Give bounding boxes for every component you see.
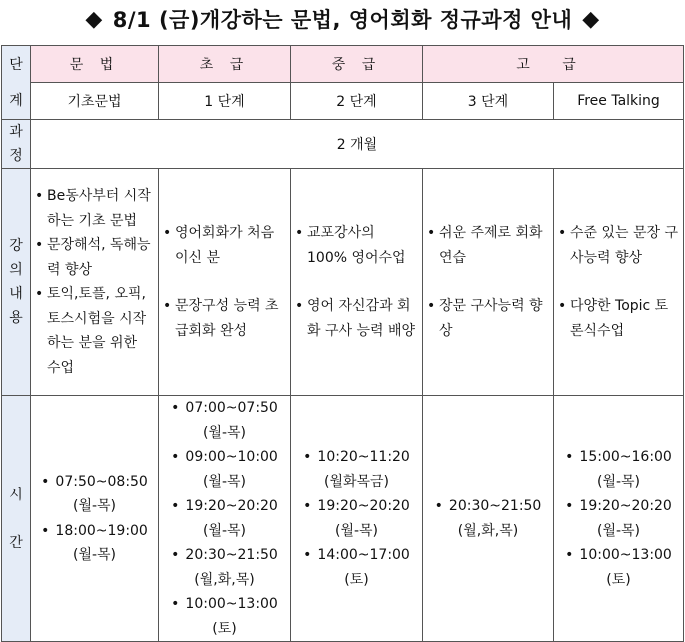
schedule-days: (월-목) — [202, 473, 247, 490]
level-1: 1 단계 — [159, 83, 291, 120]
list-item: • 영어 자신감과 회화 구사 능력 배양 — [295, 294, 418, 343]
level-basic-grammar: 기초문법 — [31, 83, 159, 120]
schedule-days: (토) — [212, 620, 237, 637]
schedule-time: • 20:30~21:50 — [434, 498, 542, 514]
level-2: 2 단계 — [291, 83, 423, 120]
header-advanced: 고 급 — [423, 46, 684, 83]
lecture-label: 강 의 내 용 — [2, 169, 31, 396]
page-title — [0, 0, 685, 38]
header-intermediate: 중 급 — [291, 46, 423, 83]
schedule-level-3 — [423, 396, 554, 642]
list-item: • 토익,토플, 오픽,토스시험을 시작하는 분을 위한 수업 — [35, 282, 154, 380]
list-item: • Be동사부터 시작하는 기초 문법 — [35, 184, 154, 233]
stage-label: 단 계 — [2, 46, 31, 120]
lecture-content-free-talking — [554, 169, 684, 396]
level-free-talking: Free Talking — [554, 83, 684, 120]
schedule-time: • 10:00~13:00 — [565, 547, 672, 563]
schedule-days: (월,화,목) — [194, 571, 255, 588]
title-text: 8/1 (금)개강하는 문법, 영어회화 정규과정 안내 — [112, 8, 573, 32]
schedule-days: (월-목) — [72, 498, 117, 514]
schedule-days: (월-목) — [334, 522, 379, 539]
header-beginner: 초 급 — [159, 46, 291, 83]
schedule-time: • 14:00~17:00 — [303, 547, 410, 563]
schedule-grammar — [31, 396, 159, 642]
list-item: • 장문 구사능력 향상 — [427, 294, 549, 343]
schedule-days: (월-목) — [596, 473, 641, 490]
level-3: 3 단계 — [423, 83, 554, 120]
schedule-days: (월화목금) — [323, 473, 390, 490]
schedule-time: • 09:00~10:00 — [171, 449, 278, 465]
schedule-beginner — [159, 396, 291, 642]
lecture-content-intermediate — [291, 169, 423, 396]
list-item: • 교포강사의 100% 영어수업 — [295, 221, 418, 270]
diamond-icon: ◆ — [85, 6, 103, 32]
list-item: • 수준 있는 문장 구사능력 향상 — [558, 221, 679, 270]
schedule-days: (월-목) — [202, 522, 247, 539]
list-item: • 영어회화가 처음 이신 분 — [163, 221, 286, 270]
schedule-time: • 19:20~20:20 — [565, 498, 672, 514]
schedule-free-talking — [554, 396, 684, 642]
diamond-icon: ◆ — [582, 6, 600, 32]
schedule-days: (토) — [344, 571, 369, 588]
course-table — [1, 45, 684, 642]
time-label: 시 간 — [2, 396, 31, 642]
list-item: • 다양한 Topic 토론식수업 — [558, 294, 679, 343]
schedule-days: (월-목) — [596, 522, 641, 539]
schedule-intermediate — [291, 396, 423, 642]
schedule-time: • 20:30~21:50 — [171, 547, 278, 563]
schedule-days: (토) — [606, 571, 631, 588]
list-item: • 쉬운 주제로 회화 연습 — [427, 221, 549, 270]
schedule-time: • 15:00~16:00 — [565, 449, 672, 465]
course-label: 과 정 — [2, 120, 31, 169]
lecture-content-level-3 — [423, 169, 554, 396]
schedule-days: (월,화,목) — [457, 522, 519, 539]
lecture-content-grammar — [31, 169, 159, 396]
schedule-time: • 10:20~11:20 — [303, 449, 410, 465]
list-item: • 문장구성 능력 초급회화 완성 — [163, 294, 286, 343]
schedule-time: • 10:00~13:00 — [171, 596, 278, 612]
schedule-days: (월-목) — [72, 547, 117, 563]
schedule-time: • 07:50~08:50 — [41, 473, 148, 490]
header-grammar: 문 법 — [31, 46, 159, 83]
course-duration: 2 개월 — [31, 120, 684, 169]
list-item: • 문장해석, 독해능력 향상 — [35, 233, 154, 282]
schedule-time: • 07:00~07:50 — [171, 400, 278, 416]
schedule-time: • 18:00~19:00 — [41, 522, 148, 539]
schedule-time: • 19:20~20:20 — [171, 498, 278, 514]
schedule-days: (월-목) — [202, 424, 247, 441]
lecture-content-beginner — [159, 169, 291, 396]
schedule-time: • 19:20~20:20 — [303, 498, 410, 514]
